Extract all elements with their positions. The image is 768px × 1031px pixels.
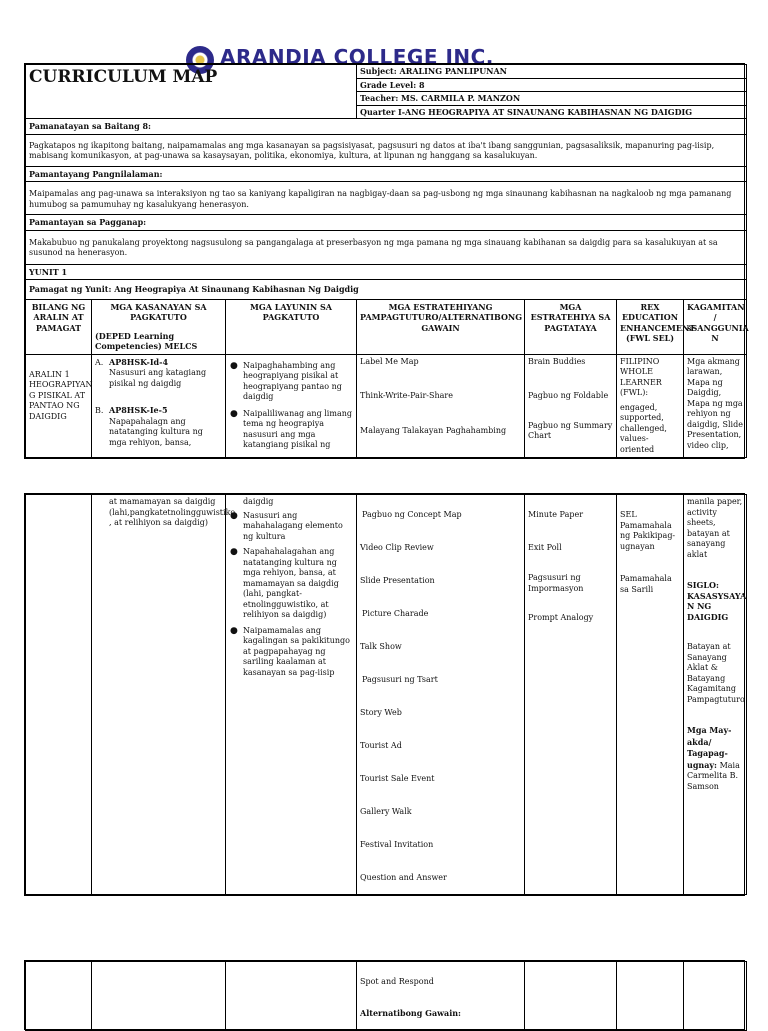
materials-cell-empty: [684, 962, 747, 1031]
subject-field: Subject: ARALING PANLIPUNAN: [357, 65, 747, 79]
baitang-text: Pagkatapos ng ikapitong baitang, naipamamalas ang mga kasanayan sa pagsisiyasat, pagsusuri ng datos at iba't ibang sanggunian, pagsasaliksik, mapanuring pag-iisip, mabisang komunikasyon, at pag-unawa sa kasaysayan, politika, ekonomiya, kultura, at lipunan ng hanggang sa kasalukuyan.: [26, 134, 747, 166]
objective-continued: daigdig: [243, 497, 274, 506]
assessment-item: Minute Paper: [528, 510, 584, 519]
pangnilalaman-heading: Pamantayang Pangnilalaman:: [26, 166, 747, 182]
col-layunin: MGA LAYUNIN SA PAGKATUTO: [226, 299, 357, 354]
competency-a: A. AP8HSK-Id-4: [95, 356, 169, 367]
rex-sel: SEL Pamamahala ng Pakikipag-ugnayan: [620, 510, 676, 551]
page-title: CURRICULUM MAP: [26, 65, 357, 119]
rex-values: engaged, supported, challenged, values-oriented: [620, 402, 667, 454]
objectives-cell-empty: [226, 962, 357, 1031]
assessment-item: Brain Buddies: [528, 356, 586, 366]
competency-b-code: AP8HSK-Ie-5: [109, 405, 168, 415]
yunit-title: Pamagat ng Yunit: Ang Heograpiya At Sinaunang Kabihasnan Ng Daigdig: [26, 280, 747, 300]
alternative-activity-label: Alternatibong Gawain:: [360, 1007, 461, 1018]
assessment-item: Prompt Analogy: [528, 613, 594, 622]
col-pagtataya: MGA ESTRATEHIYA SA PAGTATAYA: [525, 299, 617, 354]
strategy-item: Malayang Talakayan Paghahambing: [360, 425, 507, 435]
assessment-cell-2: [525, 495, 617, 895]
competency-a-code: AP8HSK-Id-4: [109, 356, 169, 367]
aralin-title: ARALIN 1 HEOGRAPIYAN G PISIKAL AT PANTAO NG DAIGDIG: [26, 354, 92, 458]
aralin-cell-empty: [26, 495, 92, 895]
col-estratehiyang: MGA ESTRATEHIYANG PAMPAGTUTURO/ALTERNATIBONG GAWAIN: [357, 299, 525, 354]
baitang-heading: Pamanatayan sa Baitang 8:: [26, 119, 747, 135]
strategies-cell: [357, 354, 525, 458]
col-kasanayan-sub: (DEPED Learning Competencies) MELCS: [95, 330, 198, 351]
pangnilalaman-text: Maipamalas ang pag-unawa sa interaksiyon ng tao sa kaniyang kapaligiran na nagbigay-daan sa pag-usbong ng mga sinaunang kabihasnan na nagkaloob ng mga pamanang humubog sa pamumuhay ng kasalukyang henerasyon.: [26, 182, 747, 215]
strategy-item: Picture Charade: [362, 609, 429, 618]
competency-cell-empty: [92, 962, 226, 1031]
col-kasanayan: [92, 299, 226, 354]
materials-authors: [687, 725, 743, 792]
curriculum-map-page-3: [24, 960, 745, 1030]
strategy-item: Festival Invitation: [360, 840, 434, 849]
competency-b-text: Napapahalagn ang natatanging kultura ng mga rehiyon, bansa,: [109, 416, 203, 447]
school-name: ARANDIA COLLEGE INC.: [220, 45, 494, 69]
materials-item: Batayan at Sanayang Aklat & Batayang Kagamitang Pampagtuturo: [687, 642, 745, 704]
assessment-cell: [525, 354, 617, 458]
col-kasanayan-label: MGA KASANAYAN SA PAGKATUTO: [110, 301, 207, 322]
grade-field: Grade Level: 8: [357, 78, 747, 92]
competencies-cell: [92, 354, 226, 458]
materials-item: manila paper, activity sheets, batayan at sanayang aklat: [687, 497, 743, 559]
strategy-item: Spot and Respond: [360, 977, 434, 986]
col-kagamitan: KAGAMITAN / sSANGGUNIA N: [684, 299, 747, 354]
objective-item: ● Naipamamalas ang kagalingan sa pakikitungo at pagpapahayag ng sariling kaalaman at kasanayan sa pag-iisip: [243, 626, 353, 679]
competency-a-text: Nasusuri ang katagiang pisikal ng daigdig: [109, 368, 207, 388]
strategy-item: Tourist Ad: [360, 741, 402, 750]
objectives-cell-2: [226, 495, 357, 895]
rex-cell-empty: [617, 962, 684, 1031]
strategy-item: Story Web: [360, 708, 402, 717]
strategy-item: Talk Show: [360, 642, 402, 651]
authors-name: Maia Carmelita B. Samson: [687, 760, 740, 791]
aralin-cell-empty: [26, 962, 92, 1031]
strategy-item: Label Me Map: [360, 356, 419, 366]
quarter-field: Quarter I-ANG HEOGRAPIYA AT SINAUNANG KABIHASNAN NG DAIGDIG: [357, 105, 747, 119]
materials-cell-2: [684, 495, 747, 895]
strategy-item: Pagsusuri ng Tsart: [362, 675, 438, 684]
objective-item: ● Naipaliliwanag ang limang tema ng heograpiya nasusuri ang mga katangiang pisikal ng: [243, 409, 353, 451]
assessment-item: Exit Poll: [528, 542, 562, 552]
materials-cell: Mga akmang larawan, Mapa ng Daigdig, Mapa ng mga rehiyon ng daigdig, Slide Presentation, video clip,: [684, 354, 747, 458]
strategy-item: Pagbuo ng Concept Map: [362, 510, 462, 519]
objective-item: ● Nasusuri ang mahahalagang elemento ng kultura: [243, 511, 353, 543]
strategies-cell-2: [357, 495, 525, 895]
pagganap-text: Makabubuo ng panukalang proyektong nagsusulong sa pangangalaga at preserbasyon ng mga pamana ng mga sinauang kabihanan sa daigdig para sa kasalukuyan at sa susunod na henerasyon.: [26, 230, 747, 264]
assessment-cell-empty: [525, 962, 617, 1031]
rex-cell-2: [617, 495, 684, 895]
materials-book-title: SIGLO: KASASYSAYA N NG DAIGDIG: [687, 580, 747, 622]
strategy-item: Think-Write-Pair-Share: [360, 391, 453, 400]
document-header: [0, 20, 768, 69]
rex-fwl: FILIPINO WHOLE LEARNER (FWL):: [620, 356, 662, 397]
strategy-item: Tourist Sale Event: [360, 774, 435, 783]
assessment-item: Pagbuo ng Summary Chart: [528, 420, 613, 440]
competency-b: B. AP8HSK-Ie-5: [95, 405, 168, 415]
rex-cell: [617, 354, 684, 458]
pagganap-heading: Pamantayan sa Pagganap:: [26, 215, 747, 231]
curriculum-map-page-1: [24, 63, 749, 459]
col-rex: REX EDUCATION ENHANCEMENT (FWL SEL): [617, 299, 684, 354]
strategy-item: Question and Answer: [360, 873, 447, 882]
strategy-item: Video Clip Review: [360, 543, 434, 552]
objective-item: ● Naipaghahambing ang heograpiyang pisikal at heograpiyang pantao ng daigdig: [243, 361, 353, 403]
strategies-cell-3: [357, 962, 525, 1031]
authors-label: Mga May-akda/ Tagapag-ugnay:: [687, 725, 732, 770]
objective-item: ● Napahahalagahan ang natatanging kultura ng mga rehiyon, bansa, at mamamayan sa daigdig (lahi, pangkat- etnolingguwistiko, at relihiyon sa daigdig): [243, 547, 353, 621]
col-bilang: BILANG NG ARALIN AT PAMAGAT: [26, 299, 92, 354]
rex-self: Pamamahala sa Sarili: [620, 574, 672, 594]
strategy-item: Gallery Walk: [360, 807, 412, 816]
competency-continued: at mamamayan sa daigdig (lahi,pangkatetnolingguwistiko , at relihiyon sa daigdig): [92, 495, 226, 895]
curriculum-map-page-2: [24, 493, 745, 896]
teacher-field: Teacher: MS. CARMILA P. MANZON: [357, 92, 747, 106]
strategy-item: Slide Presentation: [360, 576, 435, 585]
yunit-label: YUNIT 1: [26, 264, 747, 280]
assessment-item: Pagbuo ng Foldable: [528, 391, 609, 400]
assessment-item: Pagsusuri ng Impormasyon: [528, 573, 584, 593]
objectives-cell: [226, 354, 357, 458]
